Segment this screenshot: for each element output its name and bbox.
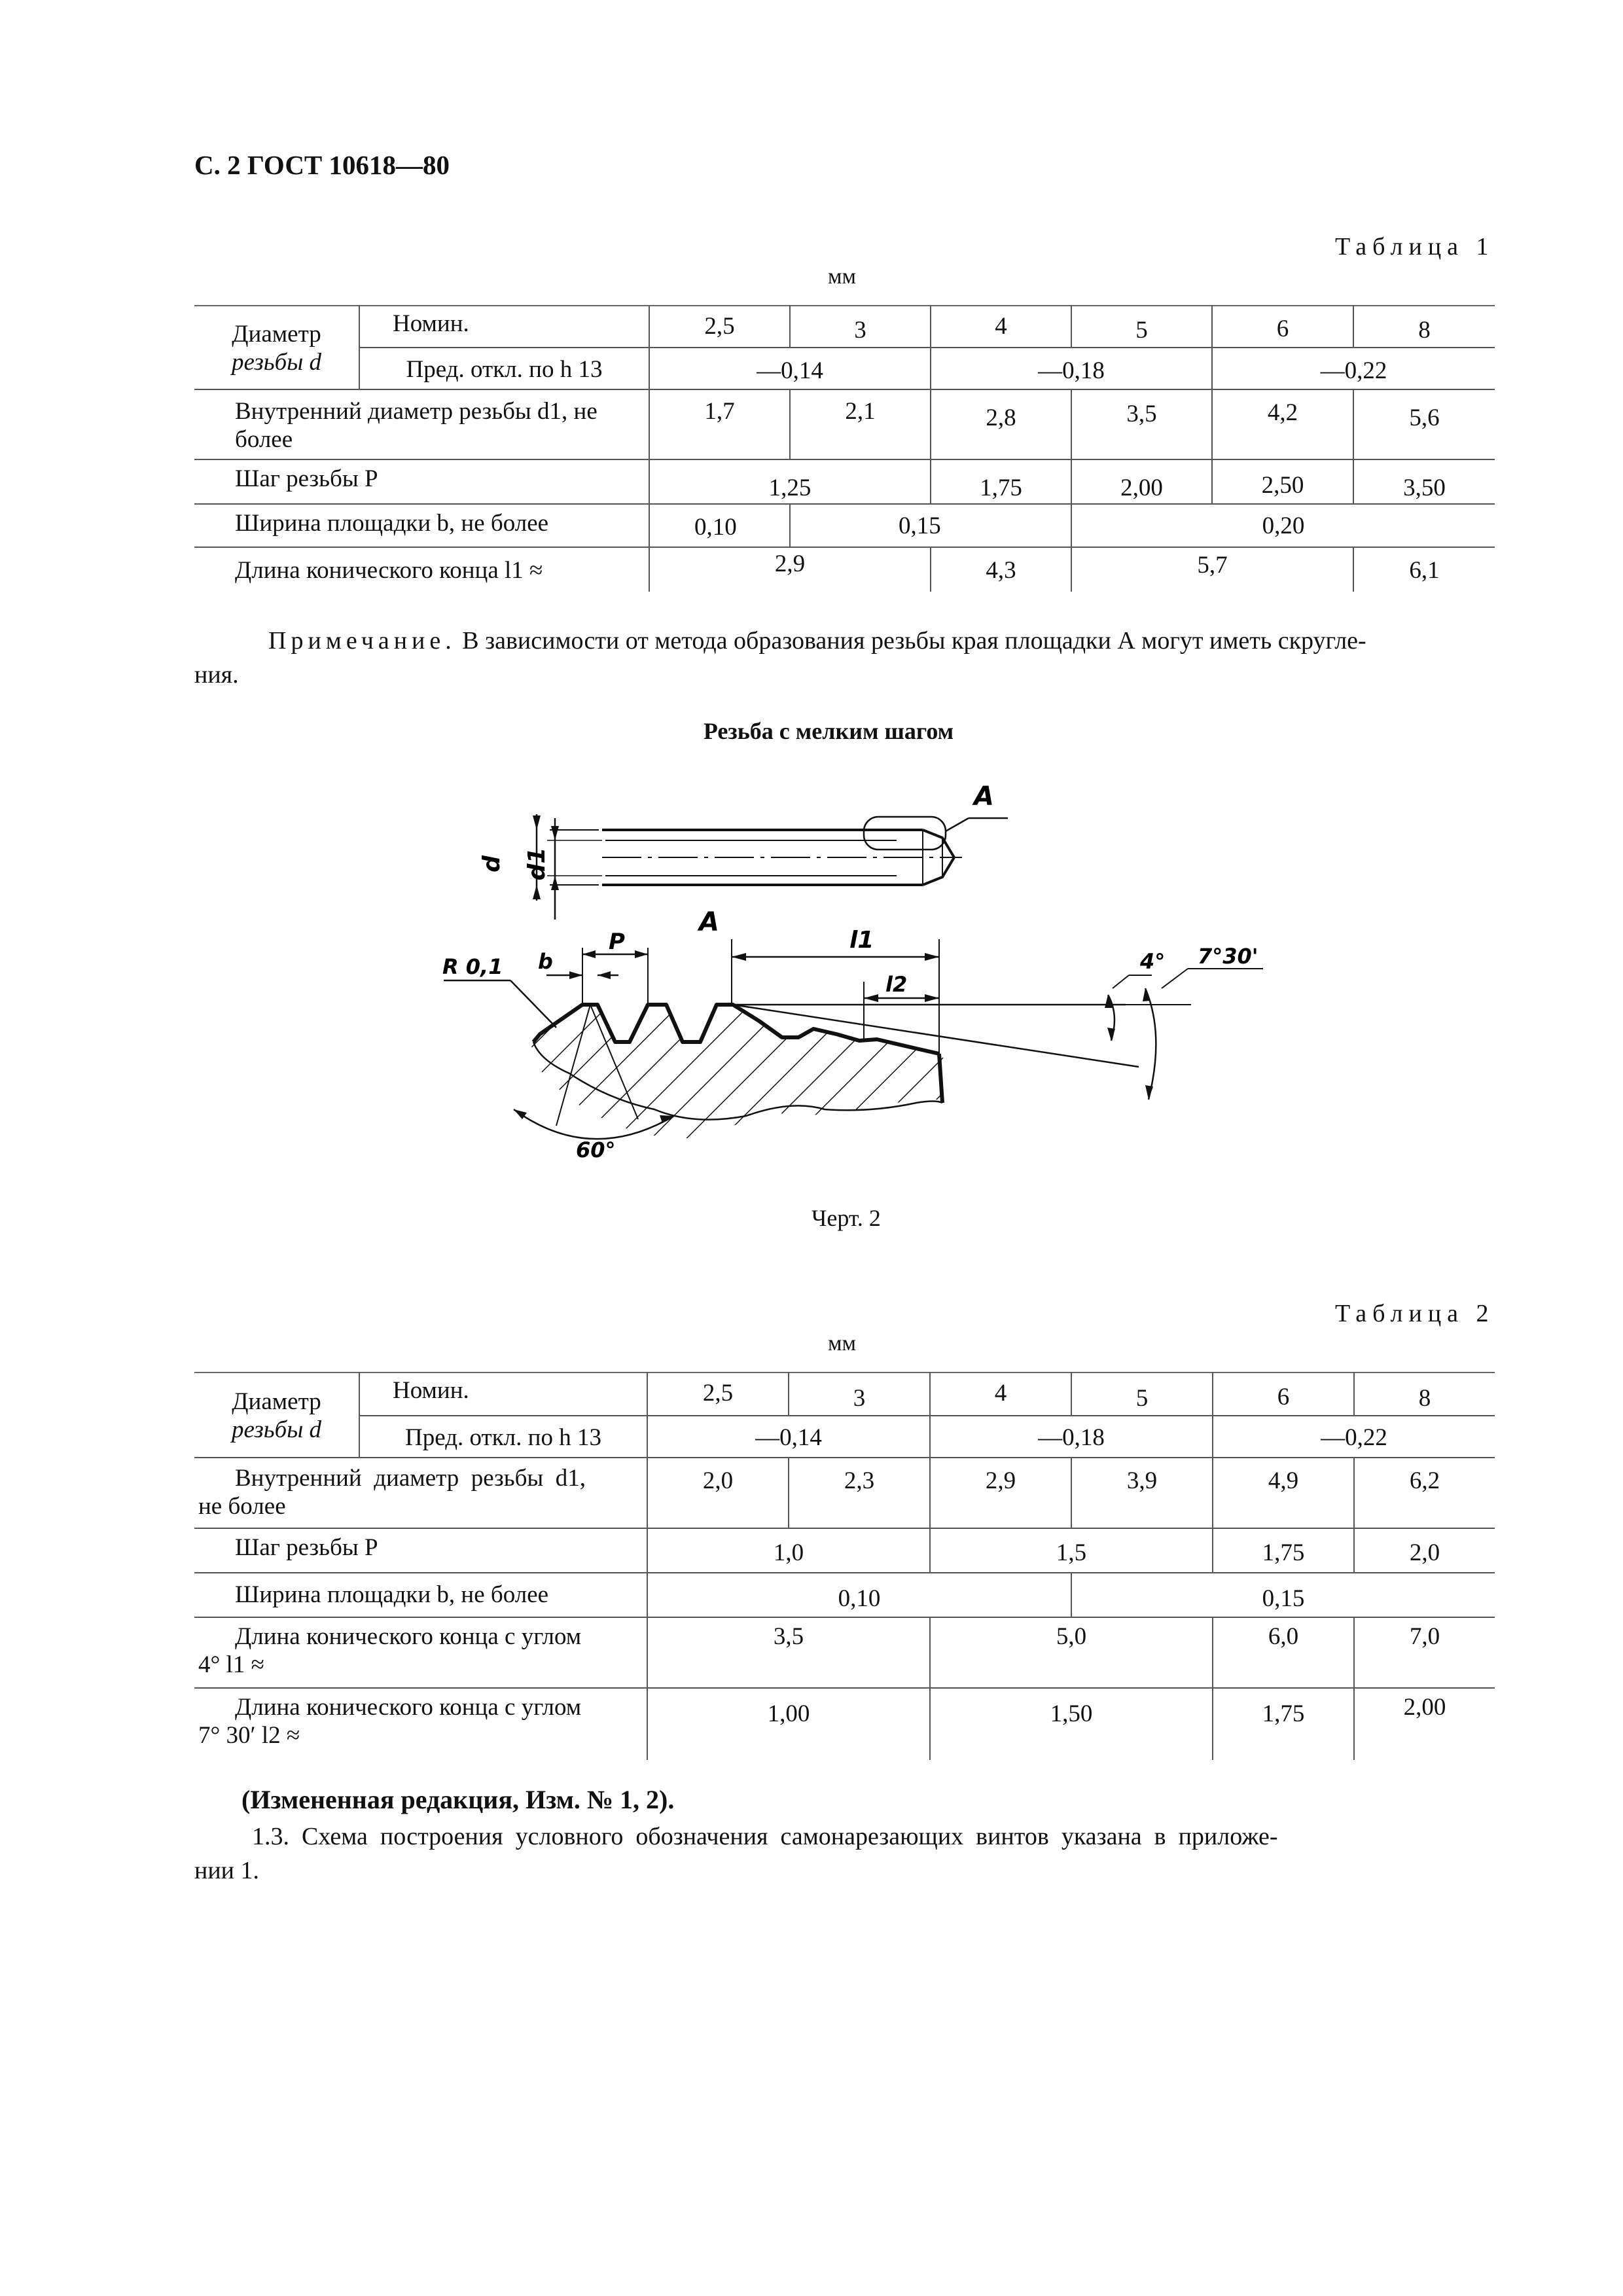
table2-tolerance-cell: —0,14 [647, 1416, 930, 1458]
table1-nominal-cell: 4 [931, 306, 1071, 348]
drawing-title: Резьба с мелким шагом [703, 718, 954, 744]
table2-inner-cell: 2,0 [647, 1458, 789, 1528]
screw-view [533, 814, 1008, 920]
leader-r [444, 980, 556, 1028]
table1-diameter-label: Диаметр резьбы d [194, 306, 359, 389]
dim-p [582, 948, 648, 1005]
table1-tolerance-label: Пред. откл. по h 13 [359, 348, 649, 389]
table2-pitch-cell: 1,5 [930, 1528, 1213, 1573]
table1-cone-cell: 4,3 [931, 547, 1071, 592]
table2-pitch-label: Шаг резьбы P [194, 1528, 647, 1573]
table2-nominal-cell: 6 [1213, 1372, 1354, 1416]
table2-inner-cell: 2,3 [789, 1458, 930, 1528]
label-d: d [478, 855, 505, 872]
table1-cone-cell: 6,1 [1353, 547, 1495, 592]
table2-cone7-cell: 1,00 [647, 1688, 930, 1760]
label-l2: l2 [885, 972, 908, 997]
table2-tolerance-label: Пред. откл. по h 13 [359, 1416, 647, 1458]
table1-flat-cell: 0,20 [1071, 504, 1495, 547]
table1-inner-cell: 5,6 [1353, 389, 1495, 459]
table1-flat-cell: 0,10 [649, 504, 790, 547]
label-p: P [609, 929, 625, 955]
table1-nominal-cell: 8 [1353, 306, 1495, 348]
table2-cone4-cell: 5,0 [930, 1617, 1213, 1688]
table2-tolerance-cell: —0,22 [1213, 1416, 1495, 1458]
table1-pitch-cell: 1,75 [931, 459, 1071, 504]
table1-cone-label: Длина конического конца l1 ≈ [194, 547, 649, 592]
table1-nominal-cell: 2,5 [649, 306, 790, 348]
table2-nominal-cell: 4 [930, 1372, 1071, 1416]
amendment-note: (Измененная редакция, Изм. № 1, 2). [241, 1785, 675, 1814]
table2-cone7-cell: 1,75 [1213, 1688, 1354, 1760]
label-d1: d1 [524, 847, 550, 881]
table1-inner-label: Внутренний диаметр резьбы d1, не более [194, 389, 649, 459]
label-4deg: 4° [1140, 949, 1166, 974]
table2-inner-cell: 2,9 [930, 1458, 1071, 1528]
table1-flat-cell: 0,15 [790, 504, 1071, 547]
drawing-caption: Черт. 2 [812, 1205, 881, 1231]
table2-flat-cell: 0,10 [647, 1573, 1071, 1617]
label-r: R 0,1 [442, 954, 503, 979]
table2-cone7-cell: 2,00 [1354, 1688, 1495, 1760]
label-a-top: A [974, 781, 994, 812]
table1-nominal-cell: 3 [790, 306, 931, 348]
table1-nominal-cell: 6 [1212, 306, 1353, 348]
thread-profile [530, 1005, 946, 1139]
label-b: b [538, 949, 553, 974]
table1-nominal-label: Номин. [359, 306, 649, 348]
table1-cone-cell: 2,9 [649, 547, 931, 592]
table2-inner-cell: 3,9 [1071, 1458, 1213, 1528]
table1-note [194, 624, 1495, 657]
table1-pitch-cell: 3,50 [1353, 459, 1495, 504]
table2-flat-cell: 0,15 [1071, 1573, 1495, 1617]
table1-tolerance-cell: —0,22 [1212, 348, 1495, 389]
table2-nominal-cell: 3 [789, 1372, 930, 1416]
table2-pitch-cell: 1,75 [1213, 1528, 1354, 1573]
table2 [194, 1372, 1495, 1760]
note-lead: Примечание. [268, 627, 456, 655]
note-text: В зависимости от метода образования резьбы края площадки А могут иметь скругле- [462, 627, 1366, 655]
note-text-end: ния. [194, 661, 239, 689]
table2-flat-label: Ширина площадки b, не более [194, 1573, 647, 1617]
table1-inner-cell: 2,1 [790, 389, 931, 459]
table2-pitch-cell: 1,0 [647, 1528, 930, 1573]
table1-tolerance-cell: —0,18 [931, 348, 1212, 389]
table2-cone4-cell: 7,0 [1354, 1617, 1495, 1688]
table1-pitch-cell: 1,25 [649, 459, 931, 504]
table1-pitch-cell: 2,50 [1212, 459, 1353, 504]
label-l1: l1 [849, 927, 874, 954]
table2-cone4-cell: 3,5 [647, 1617, 930, 1688]
para-1-3-line1: 1.3. Схема построения условного обозначения самонарезающих винтов указана в приложе- [252, 1823, 1278, 1850]
table2-cone7-label: Длина конического конца с углом 7° 30′ l2 ≈ [194, 1688, 647, 1760]
table2-diameter-label: Диаметр резьбы d [194, 1372, 359, 1458]
table1-caption: Таблица 1 [1335, 233, 1495, 260]
table2-caption: Таблица 2 [1335, 1300, 1495, 1327]
table1-tolerance-cell: —0,14 [649, 348, 931, 389]
table1-inner-cell: 4,2 [1212, 389, 1353, 459]
table1 [194, 305, 1495, 592]
table2-nominal-cell: 5 [1071, 1372, 1213, 1416]
table1-pitch-label: Шаг резьбы P [194, 459, 649, 504]
table2-cone7-cell: 1,50 [930, 1688, 1213, 1760]
table1-pitch-cell: 2,00 [1071, 459, 1212, 504]
table2-cone4-cell: 6,0 [1213, 1617, 1354, 1688]
table1-inner-cell: 3,5 [1071, 389, 1212, 459]
table2-inner-cell: 6,2 [1354, 1458, 1495, 1528]
table2-nominal-cell: 2,5 [647, 1372, 789, 1416]
table2-cone4-label: Длина конического конца с углом 4° l1 ≈ [194, 1617, 647, 1688]
label-60: 60° [576, 1138, 616, 1162]
table2-nominal-cell: 8 [1354, 1372, 1495, 1416]
label-730: 7°30' [1198, 944, 1258, 969]
page-header: С. 2 ГОСТ 10618—80 [194, 150, 450, 180]
table1-nominal-cell: 5 [1071, 306, 1212, 348]
table1-inner-cell: 2,8 [931, 389, 1071, 459]
table2-inner-cell: 4,9 [1213, 1458, 1354, 1528]
table1-flat-label: Ширина площадки b, не более [194, 504, 649, 547]
label-a-mid: A [699, 907, 719, 937]
dim-angles [1105, 969, 1263, 1100]
table2-unit: мм [828, 1331, 857, 1355]
thread-hatch [530, 1005, 946, 1139]
thread-drawing [419, 772, 1302, 1191]
table2-tolerance-cell: —0,18 [930, 1416, 1213, 1458]
para-1-3-line2: нии 1. [194, 1857, 260, 1884]
table1-unit: мм [828, 264, 857, 289]
table2-nominal-label: Номин. [359, 1372, 647, 1416]
table2-inner-label: Внутренний диаметр резьбы d1, не более [194, 1458, 647, 1528]
table1-cone-cell: 5,7 [1071, 547, 1353, 592]
table2-pitch-cell: 2,0 [1354, 1528, 1495, 1573]
table1-inner-cell: 1,7 [649, 389, 790, 459]
